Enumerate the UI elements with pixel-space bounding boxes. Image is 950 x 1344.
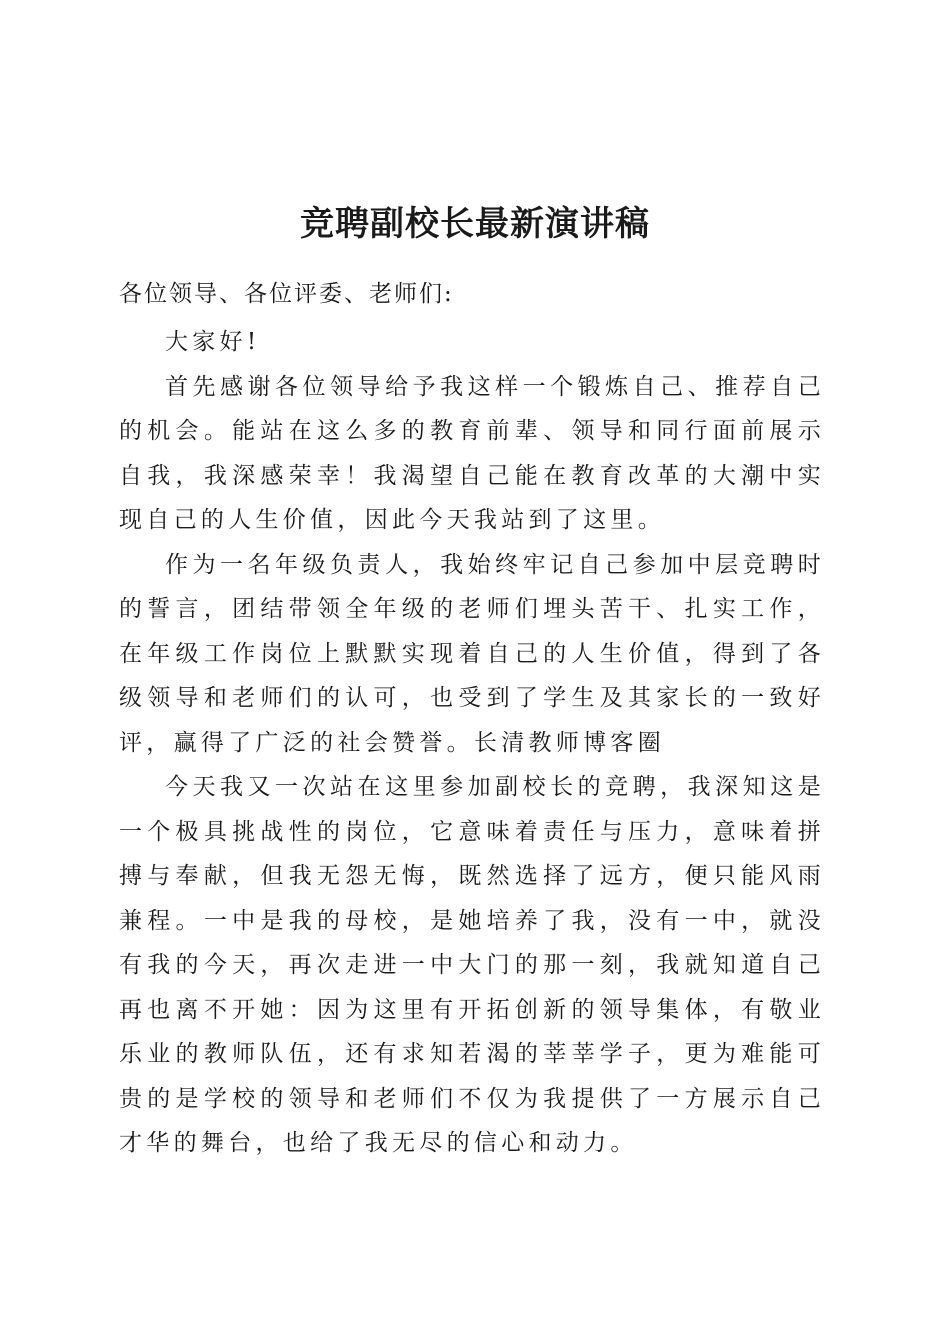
paragraph-2: 作为一名年级负责人，我始终牢记自己参加中层竞聘时的誓言，团结带领全年级的老师们埋头苦干、扎实工作，在年级工作岗位上默默实现着自己的人生价值，得到了各级领导和老师们的认可，也受到了学生及其家长的一致好评，赢得了广泛的社会赞誉。长清教师博客圈 bbox=[119, 551, 825, 756]
greeting: 大家好! bbox=[165, 329, 261, 355]
paragraph-3: 今天我又一次站在这里参加副校长的竞聘，我深知这是一个极具挑战性的岗位，它意味着责任与压力，意味着拼搏与奉献，但我无怨无悔，既然选择了远方，便只能风雨兼程。一中是我的母校，是她培养了我，没有一中，就没有我的今天，再次走进一中大门的那一刻，我就知道自己再也离不开她：因为这里有开拓创新的领导集体，有敬业乐业的教师队伍，还有求知若渴的莘莘学子，更为难能可贵的是学校的领导和老师们不仅为我提供了一方展示自己才华的舞台，也给了我无尽的信心和动力。 bbox=[119, 774, 825, 1156]
paragraph-1: 首先感谢各位领导给予我这样一个锻炼自己、推荐自己的机会。能站在这么多的教育前辈、领导和同行面前展示自我，我深感荣幸！我渴望自己能在教育改革的大潮中实现自己的人生价值，因此今天我站到了这里。 bbox=[119, 373, 825, 533]
document-body bbox=[119, 276, 825, 1166]
document-title: 竞聘副校长最新演讲稿 bbox=[300, 203, 650, 244]
salutation: 各位领导、各位评委、老师们: bbox=[119, 281, 454, 307]
